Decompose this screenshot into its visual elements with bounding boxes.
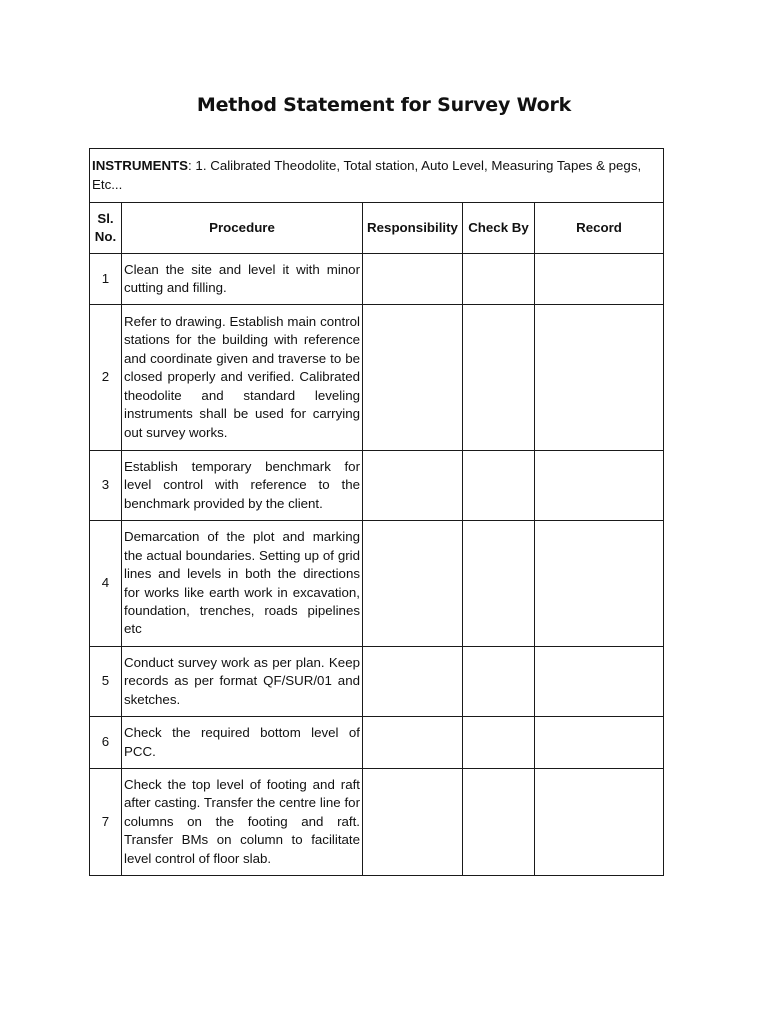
table-row (90, 647, 664, 717)
page-title: Method Statement for Survey Work (196, 94, 572, 116)
table-row (90, 769, 664, 876)
row-record (535, 451, 664, 521)
row-number: 5 (90, 647, 122, 717)
row-record (535, 305, 664, 451)
row-record (535, 647, 664, 717)
row-record (535, 769, 664, 876)
row-responsibility (363, 647, 463, 717)
header-check-by: Check By (463, 203, 535, 254)
table-row (90, 254, 664, 305)
row-procedure: Establish temporary benchmark for level control with reference to the benchmark provided by the client. (122, 451, 363, 521)
header-sl-no: Sl. No. (90, 203, 122, 254)
row-procedure: Check the required bottom level of PCC. (122, 717, 363, 769)
row-check-by (463, 717, 535, 769)
method-statement-table (89, 148, 664, 876)
row-responsibility (363, 769, 463, 876)
row-procedure: Check the top level of footing and raft after casting. Transfer the centre line for columns on the footing and raft. Transfer BMs on column to facilitate level control of floor slab. (122, 769, 363, 876)
row-procedure: Clean the site and level it with minor cutting and filling. (122, 254, 363, 305)
table-row (90, 451, 664, 521)
row-check-by (463, 647, 535, 717)
row-number: 3 (90, 451, 122, 521)
table-row (90, 305, 664, 451)
table-row (90, 521, 664, 647)
row-responsibility (363, 521, 463, 647)
row-check-by (463, 769, 535, 876)
row-check-by (463, 451, 535, 521)
row-procedure: Demarcation of the plot and marking the actual boundaries. Setting up of grid lines and levels in both the directions for works like earth work in excavation, foundation, trenches, roads pipelines etc (122, 521, 363, 647)
row-responsibility (363, 717, 463, 769)
header-record: Record (535, 203, 664, 254)
instruments-text: : 1. Calibrated Theodolite, Total station, Auto Level, Measuring Tapes & pegs, Etc... (92, 158, 642, 192)
row-number: 6 (90, 717, 122, 769)
row-procedure: Conduct survey work as per plan. Keep records as per format QF/SUR/01 and sketches. (122, 647, 363, 717)
row-number: 1 (90, 254, 122, 305)
row-responsibility (363, 254, 463, 305)
row-number: 2 (90, 305, 122, 451)
row-responsibility (363, 305, 463, 451)
row-record (535, 717, 664, 769)
row-number: 7 (90, 769, 122, 876)
instruments-cell (90, 149, 664, 203)
row-number: 4 (90, 521, 122, 647)
header-row (90, 203, 664, 254)
row-record (535, 521, 664, 647)
instruments-row (90, 149, 664, 203)
row-responsibility (363, 451, 463, 521)
row-check-by (463, 521, 535, 647)
instruments-label: INSTRUMENTS (92, 158, 189, 174)
table-row (90, 717, 664, 769)
row-procedure: Refer to drawing. Establish main control stations for the building with reference and coordinate given and traverse to be closed properly and verified. Calibrated theodolite and standard leveling instruments shall be used for carrying out survey works. (122, 305, 363, 451)
row-check-by (463, 305, 535, 451)
row-record (535, 254, 664, 305)
row-check-by (463, 254, 535, 305)
header-procedure: Procedure (122, 203, 363, 254)
header-responsibility: Responsibility (363, 203, 463, 254)
